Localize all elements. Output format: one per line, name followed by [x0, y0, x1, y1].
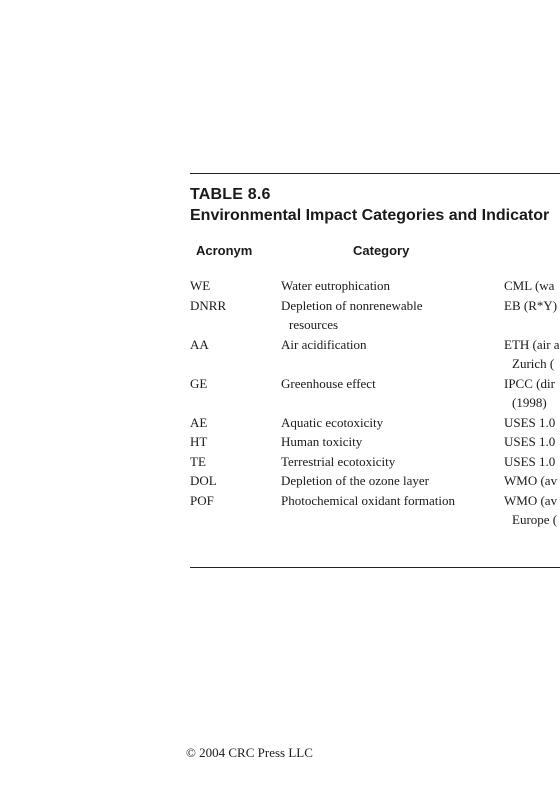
acronym-cell: HT [190, 434, 208, 449]
indicator-text: CML (wa [504, 278, 555, 293]
column-header-category: Category [353, 243, 410, 258]
indicator-cell [504, 354, 554, 374]
indicator-cell [504, 374, 555, 394]
column-header-acronym: Acronym [196, 243, 253, 258]
table-bottom-rule [190, 567, 560, 568]
table-row [0, 491, 560, 511]
acronym-cell: WE [190, 278, 211, 293]
indicator-cell [504, 491, 557, 511]
acronym-cell: DNRR [190, 297, 227, 313]
table-row-continuation [0, 354, 560, 374]
category-text: Depletion of the ozone layer [281, 473, 429, 488]
table-row [0, 471, 560, 491]
category-cell [281, 413, 383, 433]
indicator-cell [504, 432, 555, 452]
category-cell [281, 432, 362, 452]
category-cell [281, 491, 455, 511]
category-text: Air acidification [281, 336, 367, 352]
acronym-cell: GE [190, 375, 208, 391]
indicator-cell [504, 393, 547, 413]
indicator-text: WMO (av [504, 492, 558, 508]
category-text: Human toxicity [281, 434, 363, 449]
table-row-continuation [0, 393, 560, 413]
acronym-cell: POF [190, 492, 214, 508]
table-row [0, 374, 560, 394]
category-text-continued: resources [289, 317, 339, 332]
indicator-text-continued: Zurich ( [512, 356, 555, 371]
category-cell [281, 335, 367, 355]
table-top-rule [190, 173, 560, 174]
table-row [0, 276, 560, 296]
category-text: Water eutrophication [281, 278, 391, 293]
category-cell [281, 471, 429, 491]
indicator-cell [504, 413, 555, 433]
category-text: Photochemical oxidant formation [281, 492, 456, 508]
category-text: Greenhouse effect [281, 375, 376, 391]
table-row [0, 335, 560, 355]
indicator-text-continued: (1998) [512, 395, 547, 410]
acronym-cell: DOL [190, 473, 217, 488]
category-cell [281, 296, 423, 335]
table-body [0, 276, 560, 530]
indicator-cell [504, 510, 557, 530]
indicator-text: USES 1.0 [504, 434, 556, 449]
acronym-cell: AE [190, 414, 208, 430]
category-text: Terrestrial ecotoxicity [281, 453, 396, 469]
table-row [0, 452, 560, 472]
indicator-cell [504, 471, 557, 491]
indicator-cell [504, 452, 555, 472]
indicator-cell [504, 335, 560, 355]
indicator-text: WMO (av [504, 473, 558, 488]
indicator-text: ETH (air a [504, 336, 560, 352]
table-title: Environmental Impact Categories and Indicator [190, 207, 550, 224]
table-number: TABLE 8.6 [190, 186, 271, 203]
table-row [0, 413, 560, 433]
indicator-text: EB (R*Y) [504, 297, 558, 313]
category-cell [281, 276, 390, 296]
category-text: Depletion of nonrenewable [281, 297, 423, 313]
acronym-cell: AA [190, 336, 209, 352]
indicator-cell [504, 296, 557, 316]
category-cell [281, 374, 376, 394]
table-row-continuation [0, 510, 560, 530]
indicator-text: USES 1.0 [504, 453, 556, 469]
table-row [0, 296, 560, 335]
category-cell [281, 452, 395, 472]
indicator-text-continued: Europe ( [512, 512, 558, 527]
table-row [0, 432, 560, 452]
category-text: Aquatic ecotoxicity [281, 414, 384, 430]
indicator-cell [504, 276, 554, 296]
indicator-text: IPCC (dir [504, 375, 555, 391]
indicator-text: USES 1.0 [504, 414, 556, 430]
acronym-cell: TE [190, 453, 206, 469]
copyright-footer: © 2004 CRC Press LLC [186, 745, 313, 760]
